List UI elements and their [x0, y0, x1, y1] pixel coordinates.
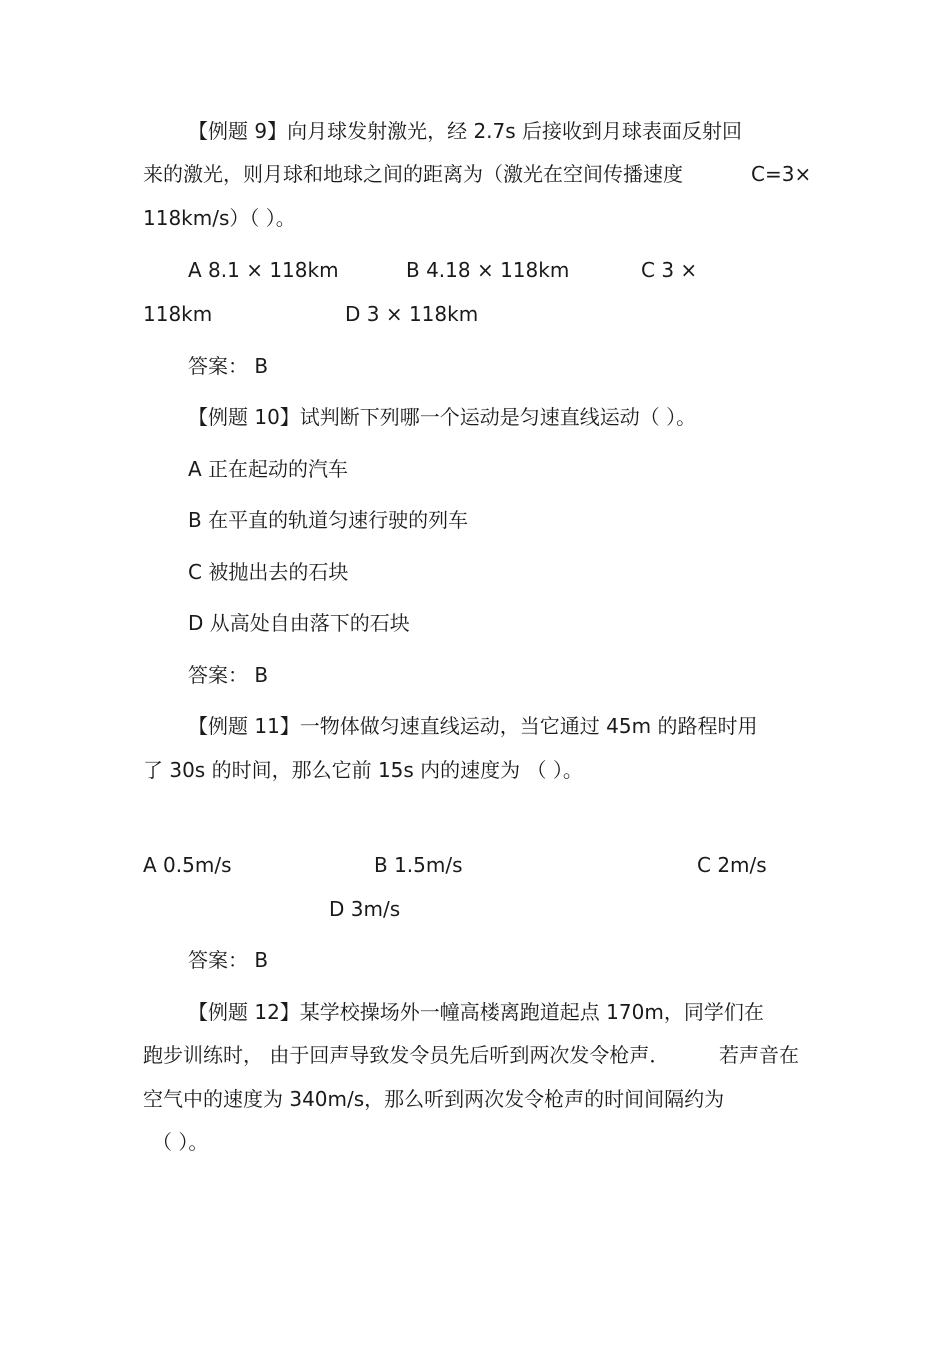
example-11-option-d: D 3m/s: [329, 897, 401, 921]
example-10-option-c: C 被抛出去的石块: [188, 560, 349, 584]
example-9-option-d: D 3 × 118km: [345, 302, 479, 326]
example-9-answer: 答案： B: [188, 354, 269, 378]
example-10-answer: 答案： B: [188, 663, 269, 687]
example-11-option-b: B 1.5m/s: [374, 853, 463, 877]
example-12-question-line-3: 空气中的速度为 340m/s，那么听到两次发令枪声的时间间隔约为: [143, 1087, 725, 1111]
example-10-question-line-1: 【例题 10】试判断下列哪一个运动是匀速直线运动（ ）。: [188, 405, 697, 429]
example-9-option-a: A 8.1 × 118km: [188, 258, 339, 282]
example-10-option-d: D 从高处自由落下的石块: [188, 611, 410, 635]
example-11-question-line-1: 【例题 11】一物体做匀速直线运动，当它通过 45m 的路程时用: [188, 714, 758, 738]
example-12-question-line-2-end: 若声音在: [719, 1043, 799, 1067]
example-10-option-a: A 正在起动的汽车: [188, 457, 349, 481]
example-9-question-line-1: 【例题 9】向月球发射激光，经 2.7s 后接收到月球表面反射回: [188, 119, 743, 143]
example-10-option-b: B 在平直的轨道匀速行驶的列车: [188, 508, 469, 532]
example-9-speed-constant: C=3×: [751, 162, 812, 186]
example-11-option-c: C 2m/s: [697, 853, 767, 877]
example-9-option-b: B 4.18 × 118km: [406, 258, 570, 282]
example-11-option-a: A 0.5m/s: [143, 853, 232, 877]
example-9-question-line-2: 来的激光，则月球和地球之间的距离为（激光在空间传播速度: [143, 162, 683, 186]
example-12-question-line-2: 跑步训练时， 由于回声导致发令员先后听到两次发令枪声．: [143, 1043, 670, 1067]
example-12-question-line-4: （ ）。: [152, 1130, 209, 1154]
example-11-answer: 答案： B: [188, 948, 269, 972]
example-9-option-c: C 3 ×: [641, 258, 698, 282]
example-12-question-line-1: 【例题 12】某学校操场外一幢高楼离跑道起点 170m，同学们在: [188, 1000, 764, 1024]
example-9-option-c-continued: 118km: [143, 302, 213, 326]
example-11-question-line-2: 了 30s 的时间，那么它前 15s 内的速度为 （ ）。: [143, 758, 583, 782]
example-9-question-line-3: 118km/s）（ ）。: [143, 206, 296, 230]
